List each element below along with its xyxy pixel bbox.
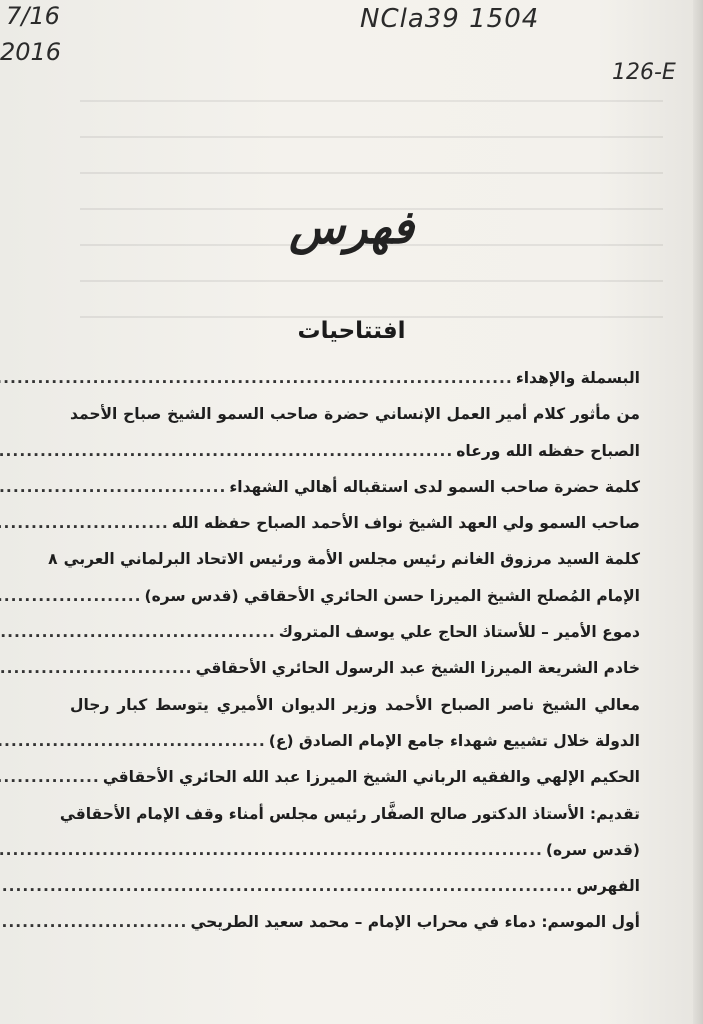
toc-leader-dots xyxy=(0,904,187,940)
toc-entry xyxy=(70,396,640,432)
toc-leader-dots xyxy=(0,868,573,904)
toc-leader-dots xyxy=(0,614,276,650)
toc-entry xyxy=(70,868,640,904)
toc-leader-dots xyxy=(0,360,513,396)
toc-page-number: ٨ xyxy=(48,550,58,569)
toc-entry-text: الإمام المُصلح الشيخ الميرزا حسن الحائري الأحقاقي (قدس سره) xyxy=(144,586,640,605)
toc-entry-text: خادم الشريعة الميرزا الشيخ عبد الرسول الحائري الأحقاقي xyxy=(195,659,640,678)
toc-entry-text: الحكيم الإلهي والفقيه الرباني الشيخ الميرزا عبد الله الحائري الأحقاقي xyxy=(102,768,640,787)
toc-entry-text: تقديم: الأستاذ الدكتور صالح الصفَّار رئيس مجلس أمناء وقف الإمام الأحقاقي xyxy=(59,804,640,823)
toc-entry xyxy=(70,759,640,795)
handwritten-reference: 126-E xyxy=(612,60,676,85)
toc-leader-dots xyxy=(0,469,226,505)
toc-entry xyxy=(70,650,640,686)
section-title: افتتاحيات xyxy=(297,318,406,344)
toc-leader-dots xyxy=(0,650,193,686)
toc-entry-text: الدولة خلال تشييع شهداء جامع الإمام الصادق (ع) xyxy=(268,731,640,750)
toc-entry-text: كلمة حضرة صاحب السمو لدى استقباله أهالي الشهداء xyxy=(229,477,640,496)
toc-entry-text: الفهرس xyxy=(576,877,640,896)
toc-entry xyxy=(70,578,640,614)
toc-entry-text: دموع الأمير – للأستاذ الحاج علي يوسف المتروك xyxy=(278,623,640,642)
toc-leader-dots xyxy=(0,578,142,614)
toc-leader-dots xyxy=(0,505,169,541)
handwritten-date-line1: 7/16 xyxy=(6,2,60,30)
toc-entry-text: (قدس سره) xyxy=(545,840,640,859)
toc-leader-dots xyxy=(0,723,266,759)
toc-entry-text: معالي الشيخ ناصر الصباح الأحمد وزير الديوان الأميري يتوسط كبار رجال xyxy=(70,695,640,714)
toc-entry-text: صاحب السمو ولي العهد الشيخ نواف الأحمد الصباح حفظه الله xyxy=(171,514,640,533)
toc-entry xyxy=(59,796,640,832)
toc-entry xyxy=(70,469,640,505)
toc-entry xyxy=(70,614,640,650)
toc-entry-text: من مأثور كلام أمير العمل الإنساني حضرة صاحب السمو الشيخ صباح الأحمد xyxy=(70,405,640,424)
toc-entry-text: أول الموسم: دماء في محراب الإمام – محمد سعيد الطريحي xyxy=(190,913,640,932)
toc-entry-text: البسملة والإهداء xyxy=(515,369,640,387)
toc-entry xyxy=(70,505,640,541)
toc-leader-dots xyxy=(0,832,543,868)
toc-entry xyxy=(70,904,640,940)
page-title: فهرس xyxy=(289,200,414,254)
page-spine-shadow xyxy=(693,0,703,1024)
handwritten-date-line2: 2016 xyxy=(0,38,62,66)
toc-entry xyxy=(70,433,640,469)
toc-entry xyxy=(70,723,640,759)
toc-entry xyxy=(70,832,640,868)
toc-entry xyxy=(70,360,640,396)
toc-leader-dots xyxy=(0,433,453,469)
toc-entry xyxy=(70,687,640,723)
handwritten-catalog-code: NCla39 1504 xyxy=(360,4,540,34)
table-of-contents xyxy=(48,360,640,941)
toc-leader-dots xyxy=(0,759,100,795)
toc-entry xyxy=(48,541,640,577)
toc-entry-text: كلمة السيد مرزوق الغانم رئيس مجلس الأمة ورئيس الاتحاد البرلماني العربي xyxy=(63,550,640,569)
toc-entry-text: الصباح حفظه الله ورعاه xyxy=(456,441,640,460)
